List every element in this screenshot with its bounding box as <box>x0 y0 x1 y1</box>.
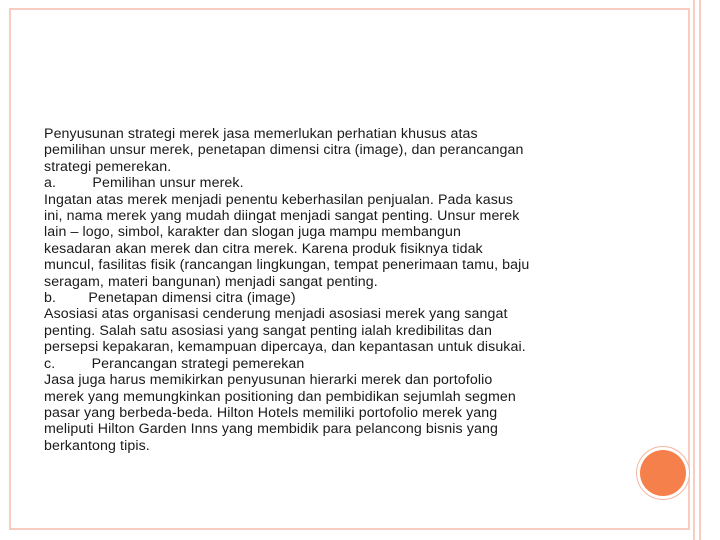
text-line: muncul, fasilitas fisik (rancangan lingkungan, tempat penerimaan tamu, baju <box>44 257 530 274</box>
section-heading-b: b. Penetapan dimensi citra (image) <box>44 290 296 307</box>
text-line: Ingatan atas merek menjadi penentu keberhasilan penjualan. Pada kasus <box>44 191 514 208</box>
text-line: pasar yang berbeda-beda. Hilton Hotels memiliki portofolio merek yang <box>44 404 498 421</box>
text-line: kesadaran akan merek dan citra merek. Karena produk fisiknya tidak <box>44 240 483 257</box>
decorative-vertical-rule <box>693 0 695 540</box>
text-line: persepsi kepakaran, kemampuan dipercaya, dan kepantasan untuk disukai. <box>44 339 526 356</box>
section-heading-c: c. Perancangan strategi pemerekan <box>44 355 305 372</box>
text-line: Asosiasi atas organisasi cenderung menjadi asosiasi merek yang sangat <box>44 306 508 323</box>
text-line: berkantong tipis. <box>44 437 150 454</box>
decorative-accent-circle <box>640 450 686 496</box>
text-line: Jasa juga harus memikirkan penyusunan hierarki merek dan portofolio <box>44 372 493 389</box>
text-line: lain – logo, simbol, karakter dan slogan juga mampu membangun <box>44 224 461 241</box>
text-line: pemilihan unsur merek, penetapan dimensi citra (image), dan perancangan <box>44 142 524 159</box>
section-heading-a: a. Pemilihan unsur merek. <box>44 175 244 192</box>
text-line: ini, nama merek yang mudah diingat menjadi sangat penting. Unsur merek <box>44 208 520 225</box>
text-line: penting. Salah satu asosiasi yang sangat penting ialah kredibilitas dan <box>44 322 492 339</box>
text-line: Penyusunan strategi merek jasa memerlukan perhatian khusus atas <box>44 126 478 142</box>
slide-body-text <box>44 126 634 454</box>
text-line: merek yang memungkinkan positioning dan pembidikan sejumlah segmen <box>44 388 516 405</box>
text-line: seragam, materi bangunan) menjadi sangat penting. <box>44 273 378 290</box>
text-line: strategi pemerekan. <box>44 158 172 175</box>
decorative-vertical-rule <box>699 0 701 540</box>
text-line: meliputi Hilton Garden Inns yang membidik para pelancong bisnis yang <box>44 421 498 438</box>
